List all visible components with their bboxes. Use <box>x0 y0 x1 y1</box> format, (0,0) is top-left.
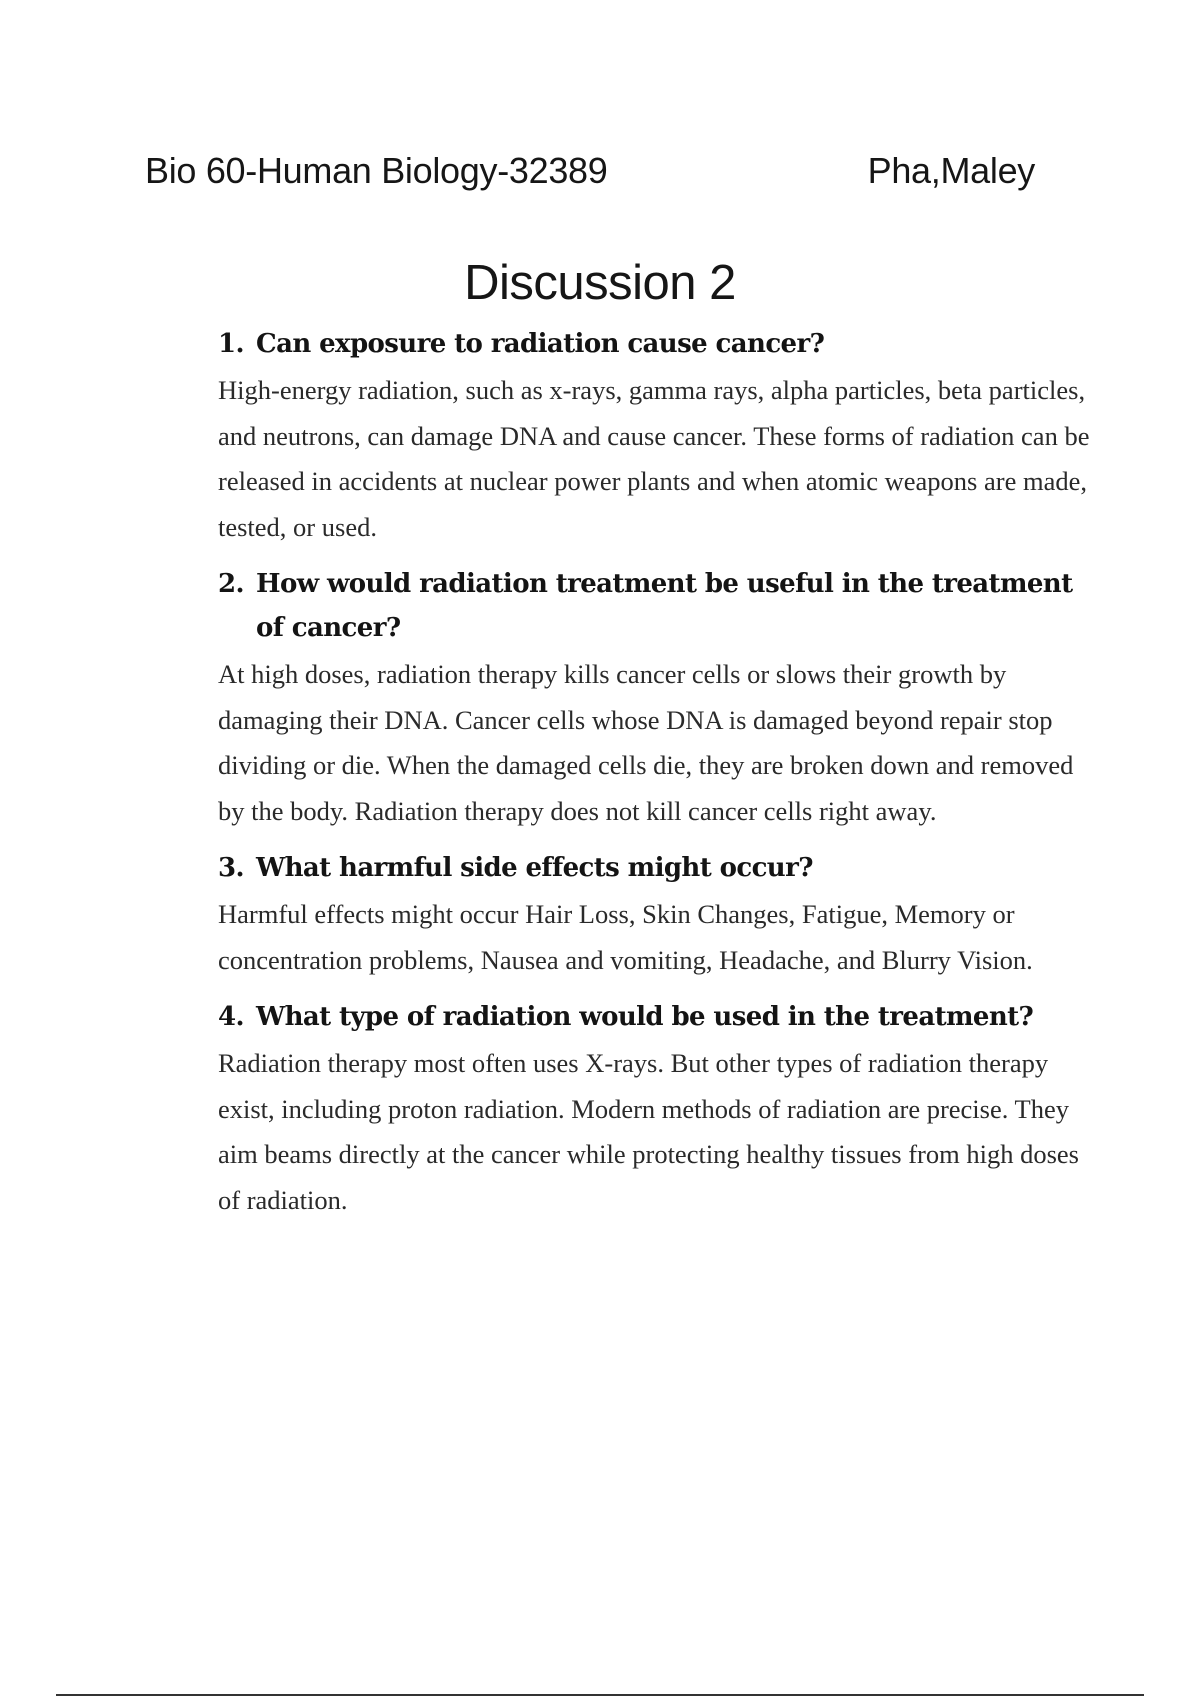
question-number: 4. <box>218 1002 244 1032</box>
question-4 <box>218 995 1098 1039</box>
question-text: Can exposure to radiation cause cancer? <box>256 329 825 359</box>
question-text: What harmful side effects might occur? <box>256 853 813 883</box>
question-1 <box>218 322 1098 366</box>
question-text: How would radiation treatment be useful in the treatment of cancer? <box>256 569 1073 643</box>
question-text: What type of radiation would be used in the treatment? <box>256 1002 1034 1032</box>
footer-divider <box>56 1694 1144 1696</box>
page-title: Discussion 2 <box>464 256 736 310</box>
question-number: 1. <box>218 329 244 359</box>
question-2 <box>218 562 1098 650</box>
discussion-content <box>218 322 1098 1235</box>
answer-2: At high doses, radiation therapy kills cancer cells or slows their growth by damaging their DNA. Cancer cells whose DNA is damaged beyond repair stop dividing or die. When the damaged cells die, they are broken down and removed by the body. Radiation therapy does not kill cancer cells right away. <box>218 659 1074 826</box>
author-name: Pha,Maley <box>867 150 1035 191</box>
document-header <box>145 150 1035 192</box>
qa-item-4 <box>218 995 1098 1223</box>
course-title: Bio 60-Human Biology-32389 <box>145 150 608 191</box>
answer-3: Harmful effects might occur Hair Loss, Skin Changes, Fatigue, Memory or concentration problems, Nausea and vomiting, Headache, and Blurry Vision. <box>218 899 1033 975</box>
qa-item-2 <box>218 562 1098 834</box>
answer-1: High-energy radiation, such as x-rays, gamma rays, alpha particles, beta particles, and neutrons, can damage DNA and cause cancer. These forms of radiation can be released in accidents at nuclear power plants and when atomic weapons are made, tested, or used. <box>218 375 1090 542</box>
qa-item-1 <box>218 322 1098 550</box>
qa-item-3 <box>218 846 1098 983</box>
question-3 <box>218 846 1098 890</box>
answer-4: Radiation therapy most often uses X-rays. But other types of radiation therapy exist, including proton radiation. Modern methods of radiation are precise. They aim beams directly at the cancer while protecting healthy tissues from high doses of radiation. <box>218 1048 1079 1215</box>
question-number: 3. <box>218 853 244 883</box>
question-number: 2. <box>218 569 244 599</box>
